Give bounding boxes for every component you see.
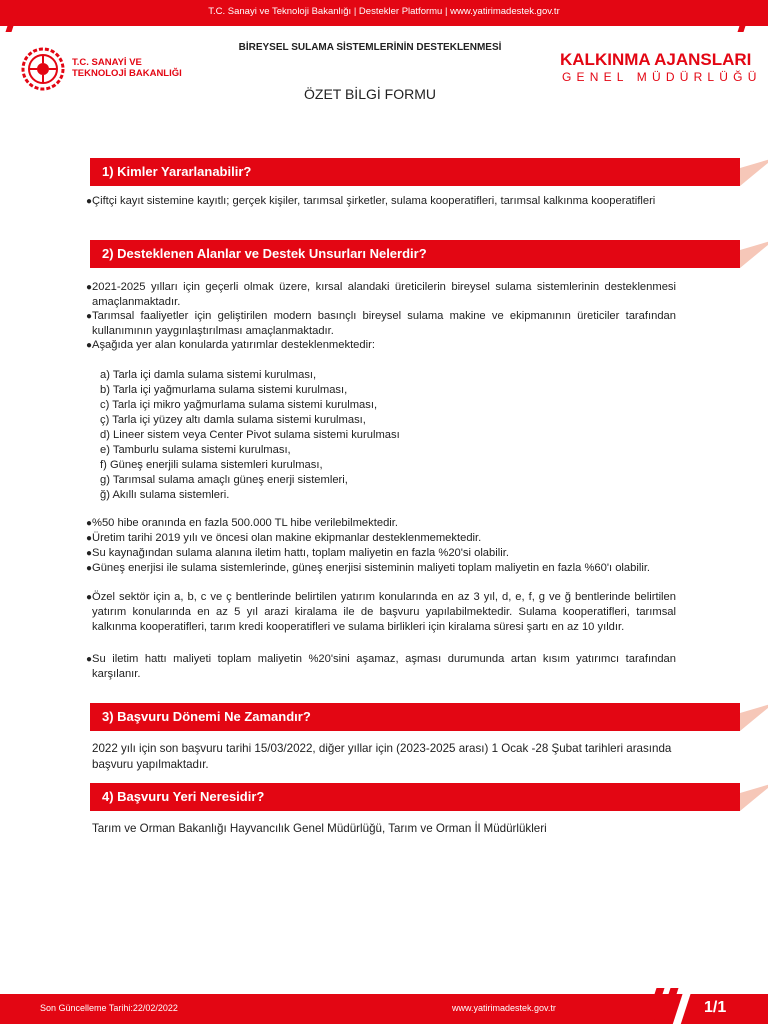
section-heading-3 <box>90 703 740 731</box>
ministry-logo-text <box>72 57 182 79</box>
bullet-icon: ● <box>86 282 93 293</box>
section-heading-1 <box>90 158 740 186</box>
document-title: BİREYSEL SULAMA SİSTEMLERİNİN DESTEKLENMESİ <box>238 42 502 53</box>
bullet-icon: ● <box>86 563 93 574</box>
bullet-icon: ● <box>86 518 93 529</box>
section-4-text: Tarım ve Orman Bakanlığı Hayvancılık Genel Müdürlüğü, Tarım ve Orman İl Müdürlükleri <box>92 822 547 835</box>
section-heading-2-text: 2) Desteklenen Alanlar ve Destek Unsurları Nelerdir? <box>102 246 427 261</box>
heading-shadow-decoration <box>740 703 768 731</box>
section-heading-1-text: 1) Kimler Yararlanabilir? <box>102 164 252 179</box>
logo-text-line2: TEKNOLOJİ BAKANLIĞI <box>72 68 182 79</box>
section-2-bullet-9: Su iletim hattı maliyeti toplam maliyetin %20'sini aşamaz, aşması durumunda artan kısım yatırımcı tarafından karşılanır. <box>92 653 676 680</box>
section-heading-4-text: 4) Başvuru Yeri Neresidir? <box>102 789 265 804</box>
heading-shadow-decoration <box>740 158 768 186</box>
section-2-bullet-7: Güneş enerjisi ile sulama sistemlerinde, güneş enerjisi sisteminin maliyeti toplam maliyetin en fazla %60'ı olabilir. <box>92 562 651 574</box>
sub-item-gg: ğ) Akıllı sulama sistemleri. <box>100 489 230 501</box>
bullet-icon: ● <box>86 548 93 559</box>
sub-item-g: g) Tarımsal sulama amaçlı güneş enerji sistemleri, <box>100 474 348 486</box>
footer-page-number: 1/1 <box>704 999 727 1016</box>
bullet-icon: ● <box>86 533 93 544</box>
heading-shadow-decoration <box>740 783 768 811</box>
sub-item-e: e) Tamburlu sulama sistemi kurulması, <box>100 444 291 456</box>
heading-shadow-decoration <box>740 240 768 268</box>
section-heading-4 <box>90 783 740 811</box>
section-2-bullet-8: Özel sektör için a, b, c ve ç bentlerinde belirtilen yatırım konularında en az 3 yıl, d, e, f, g ve ğ bentlerinde belirtilen yatırım konularında en az 5 yıl arazi kiralama ile de başvuru yapılabilmektedir. Sulama kooperatifleri, tarımsal kalkınma kooperatifleri, tarım kredi kooperatifleri ve sulama birlikleri için kiralama süresi şartı en az 10 yıldır. <box>92 591 676 633</box>
logo-text-line1: T.C. SANAYİ VE <box>72 57 142 68</box>
footer-updated-date: Son Güncelleme Tarihi:22/02/2022 <box>40 1003 178 1013</box>
section-heading-2 <box>90 240 740 268</box>
agency-subtitle: GENEL MÜDÜRLÜĞÜ <box>562 70 762 84</box>
agency-title: KALKINMA AJANSLARI <box>560 50 752 69</box>
sub-item-d: d) Lineer sistem veya Center Pivot sulama sistemi kurulması <box>100 429 400 441</box>
bullet-icon: ● <box>86 340 93 351</box>
section-2-bullet-1: 2021-2025 yılları için geçerli olmak üzere, kırsal alandaki üreticilerin bireysel sulama sistemlerinin desteklenmesi amaçlanmaktadır. <box>92 281 676 308</box>
section-2-bullet-2: Tarımsal faaliyetler için geliştirilen modern basınçlı bireysel sulama makine ve ekipmanının üreticiler tarafından kullanımının yaygınlaştırılması amaçlanmaktadır. <box>92 310 676 337</box>
footer-website-link[interactable]: www.yatirimadestek.gov.tr <box>452 1003 556 1013</box>
bullet-icon: ● <box>86 311 93 322</box>
sub-item-b: b) Tarla içi yağmurlama sulama sistemi kurulması, <box>100 384 348 396</box>
top-bar <box>0 0 768 26</box>
section-3-text: 2022 yılı için son başvuru tarihi 15/03/2022, diğer yıllar için (2023-2025 arası) 1 Ocak -28 Şubat tarihleri arasında başvuru yapılmaktadır. <box>92 742 672 771</box>
sub-item-f: f) Güneş enerjili sulama sistemleri kurulması, <box>100 459 323 471</box>
section-2-bullet-3: Aşağıda yer alan konularda yatırımlar desteklenmektedir: <box>92 339 375 351</box>
sub-item-a: a) Tarla içi damla sulama sistemi kurulması, <box>100 369 317 381</box>
sub-item-cc: ç) Tarla içi yüzey altı damla sulama sistemi kurulması, <box>100 414 366 426</box>
ministry-logo-icon <box>20 46 66 92</box>
section-2-bullet-6: Su kaynağından sulama alanına iletim hattı, toplam maliyetin en fazla %20'si olabilir. <box>92 547 509 559</box>
bullet-icon: ● <box>86 654 93 665</box>
document-subtitle: ÖZET BİLGİ FORMU <box>304 86 436 102</box>
section-heading-3-text: 3) Başvuru Dönemi Ne Zamandır? <box>102 709 311 724</box>
bullet-icon: ● <box>86 592 93 603</box>
sub-item-c: c) Tarla içi mikro yağmurlama sulama sistemi kurulması, <box>100 399 378 411</box>
section-2-bullet-4: %50 hibe oranında en fazla 500.000 TL hibe verilebilmektedir. <box>92 517 398 529</box>
bullet-icon: ● <box>86 196 93 207</box>
section-2-bullet-5: Üretim tarihi 2019 yılı ve öncesi olan makine ekipmanlar desteklenmemektedir. <box>92 532 482 544</box>
section-1-bullet-1: Çiftçi kayıt sistemine kayıtlı; gerçek kişiler, tarımsal şirketler, sulama kooperatifleri, tarımsal kalkınma kooperatifleri <box>92 195 656 207</box>
top-bar-text: T.C. Sanayi ve Teknoloji Bakanlığı | Destekler Platformu | www.yatirimadestek.gov.tr <box>208 6 560 17</box>
